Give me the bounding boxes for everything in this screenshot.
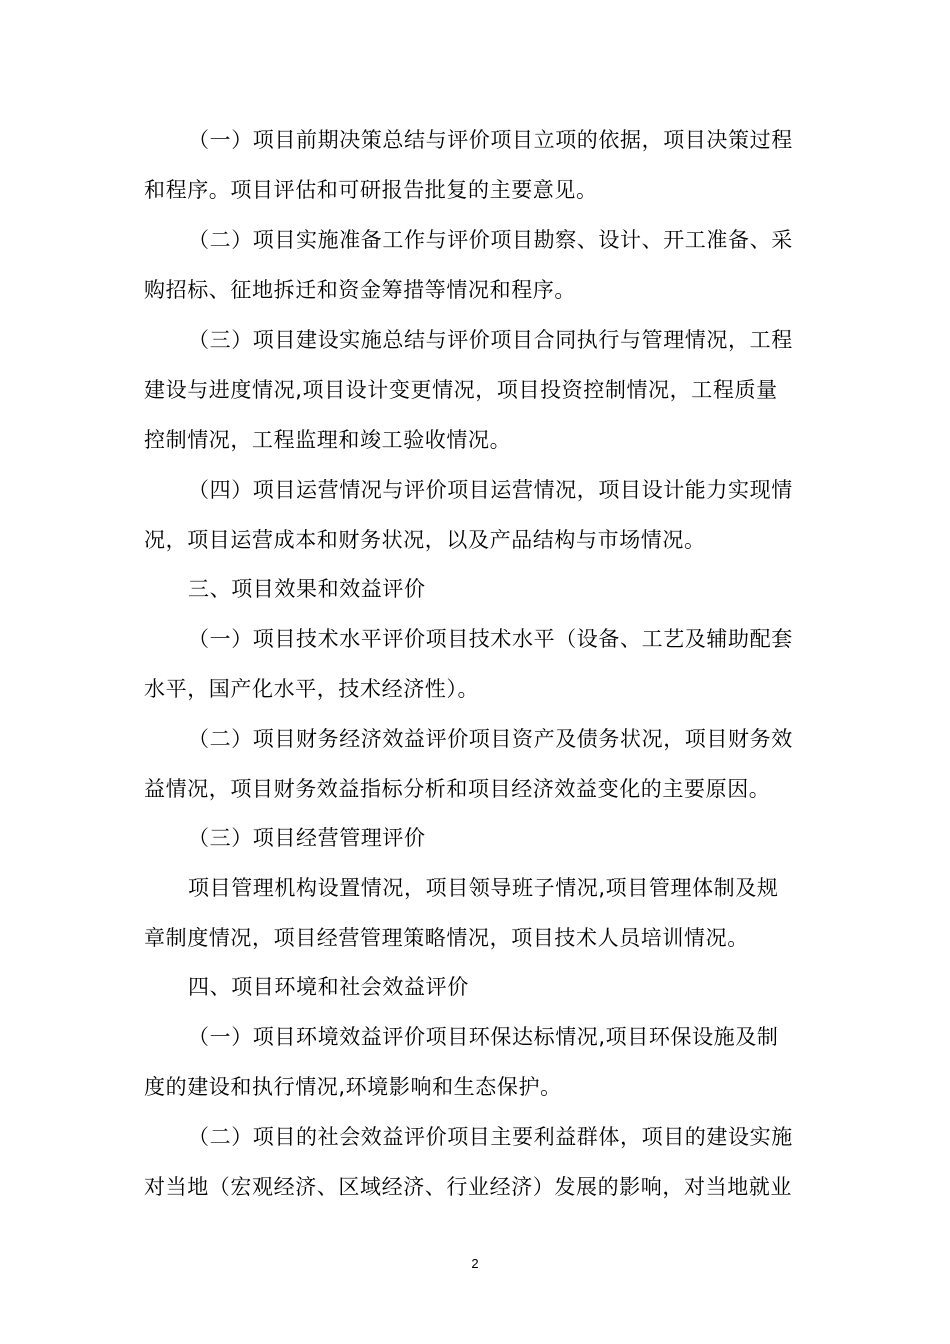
subsection-heading: （三）项目经营管理评价 bbox=[188, 826, 426, 850]
section-heading: 三、项目效果和效益评价 bbox=[188, 577, 426, 601]
paragraph-line: 章制度情况，项目经营管理策略情况，项目技术人员培训情况。 bbox=[144, 926, 749, 950]
paragraph-line: 购招标、征地拆迁和资金筹措等情况和程序。 bbox=[144, 278, 576, 302]
paragraph-line: 度的建设和执行情况,环境影响和生态保护。 bbox=[144, 1075, 562, 1099]
paragraph-line: 况，项目运营成本和财务状况，以及产品结构与市场情况。 bbox=[144, 528, 706, 552]
paragraph-line: （二）项目财务经济效益评价项目资产及债务状况，项目财务效 bbox=[188, 727, 793, 751]
paragraph-line: 和程序。项目评估和可研报告批复的主要意见。 bbox=[144, 178, 598, 202]
paragraph-line: （二）项目的社会效益评价项目主要利益群体，项目的建设实施 bbox=[188, 1125, 793, 1149]
paragraph-line: （一）项目技术水平评价项目技术水平（设备、工艺及辅助配套 bbox=[188, 627, 793, 651]
section-heading: 四、项目环境和社会效益评价 bbox=[188, 975, 469, 999]
paragraph-line: 建设与进度情况,项目设计变更情况，项目投资控制情况，工程质量 bbox=[144, 378, 778, 402]
paragraph-line: （一）项目环境效益评价项目环保达标情况,项目环保设施及制 bbox=[188, 1025, 779, 1049]
paragraph-line: 水平，国产化水平，技术经济性）。 bbox=[144, 677, 480, 701]
page-number: 2 bbox=[471, 1256, 479, 1271]
paragraph-line: （三）项目建设实施总结与评价项目合同执行与管理情况，工程 bbox=[188, 328, 793, 352]
paragraph-line: （二）项目实施准备工作与评价项目勘察、设计、开工准备、采 bbox=[188, 228, 793, 252]
paragraph-line: 控制情况，工程监理和竣工验收情况。 bbox=[144, 428, 512, 452]
paragraph-line: 项目管理机构设置情况，项目领导班子情况,项目管理体制及规 bbox=[188, 876, 779, 900]
paragraph-line: （四）项目运营情况与评价项目运营情况，项目设计能力实现情 bbox=[188, 478, 793, 502]
paragraph-line: （一）项目前期决策总结与评价项目立项的依据，项目决策过程 bbox=[188, 128, 793, 152]
paragraph-line: 对当地（宏观经济、区域经济、行业经济）发展的影响，对当地就业 bbox=[144, 1175, 792, 1199]
paragraph-line: 益情况，项目财务效益指标分析和项目经济效益变化的主要原因。 bbox=[144, 777, 771, 801]
